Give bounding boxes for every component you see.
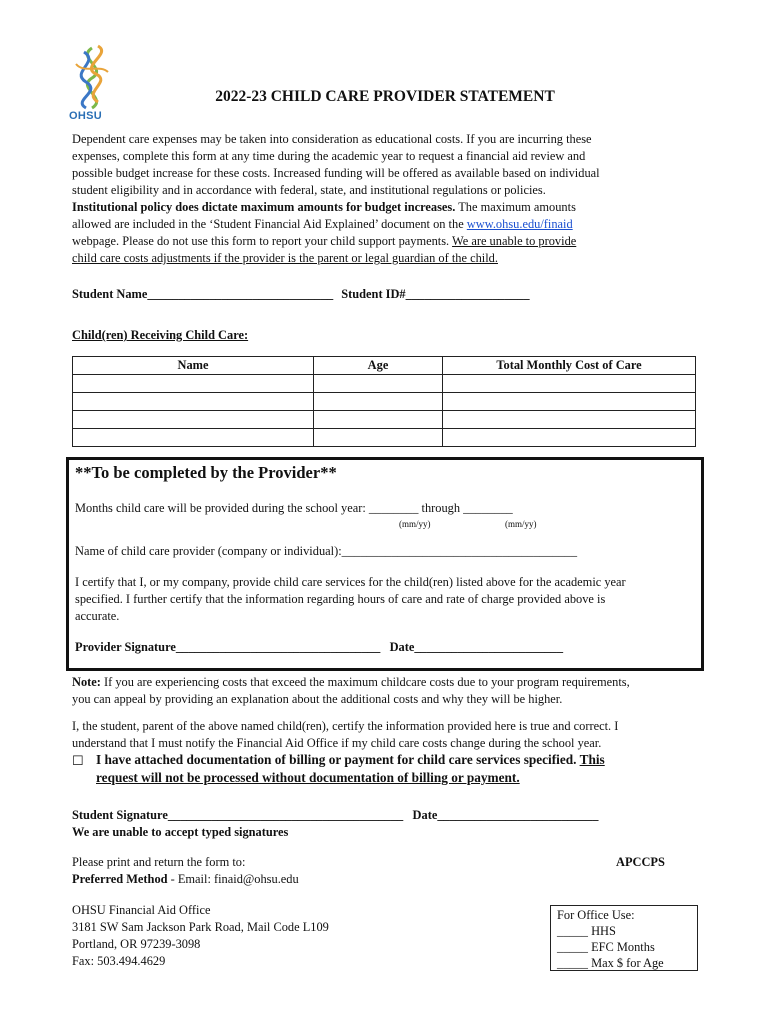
address-line: OHSU Financial Aid Office bbox=[72, 903, 211, 917]
child-cost-cell[interactable] bbox=[443, 429, 696, 447]
child-name-cell[interactable] bbox=[73, 393, 314, 411]
typed-signature-notice: We are unable to accept typed signatures bbox=[72, 825, 289, 839]
provider-signature-field[interactable]: Provider Signature_________________________________ bbox=[75, 640, 381, 654]
certify-line: I, the student, parent of the above named child(ren), certify the information provided here is true and correct. I bbox=[72, 719, 619, 733]
parent-provider-notice: We are unable to provide bbox=[452, 234, 577, 248]
attach-text: I have attached documentation of billing or payment for child care services specified. bbox=[96, 752, 580, 767]
child-name-cell[interactable] bbox=[73, 429, 314, 447]
office-use-box bbox=[550, 905, 698, 971]
page-title: 2022-23 CHILD CARE PROVIDER STATEMENT bbox=[215, 88, 555, 105]
return-line: Please print and return the form to: bbox=[72, 855, 246, 869]
certify-line: understand that I must notify the Financial Aid Office if my child care costs change during the school year. bbox=[72, 736, 602, 750]
policy-statement: Institutional policy does dictate maximum amounts for budget increases. bbox=[72, 200, 456, 214]
children-table bbox=[72, 356, 696, 447]
address-line: Portland, OR 97239-3098 bbox=[72, 937, 201, 951]
preferred-method-email: - Email: finaid@ohsu.edu bbox=[167, 872, 299, 886]
form-code: APCCPS bbox=[616, 855, 665, 869]
note-paragraph bbox=[72, 674, 698, 708]
intro-line: possible budget increase for these costs. Increased funding will be offered as available based on individual bbox=[72, 166, 600, 180]
intro-line: expenses, complete this form at any time during the academic year to request a financial aid review and bbox=[72, 149, 586, 163]
table-row bbox=[73, 411, 696, 429]
table-row bbox=[73, 429, 696, 447]
provider-signature-line bbox=[75, 639, 695, 656]
child-cost-cell[interactable] bbox=[443, 375, 696, 393]
intro-line: The maximum amounts bbox=[455, 200, 576, 214]
address-line: 3181 SW Sam Jackson Park Road, Mail Code L109 bbox=[72, 920, 329, 934]
column-header-name: Name bbox=[73, 357, 314, 375]
student-name-field[interactable]: Student Name______________________________ bbox=[72, 287, 334, 301]
ohsu-logo bbox=[66, 44, 118, 122]
student-certification bbox=[72, 718, 698, 752]
child-age-cell[interactable] bbox=[314, 411, 443, 429]
student-signature-field[interactable]: Student Signature______________________________________ bbox=[72, 808, 404, 822]
intro-line: student eligibility and in accordance with federal, state, and institutional regulations or policies. bbox=[72, 183, 546, 197]
table-row bbox=[73, 375, 696, 393]
child-cost-cell[interactable] bbox=[443, 411, 696, 429]
office-address bbox=[72, 902, 329, 970]
child-age-cell[interactable] bbox=[314, 375, 443, 393]
office-use-item: _____ EFC Months bbox=[557, 940, 655, 954]
student-date-field[interactable]: Date__________________________ bbox=[412, 808, 599, 822]
table-row bbox=[73, 393, 696, 411]
intro-line: allowed are included in the ‘Student Financial Aid Explained’ document on the bbox=[72, 217, 467, 231]
children-heading: Child(ren) Receiving Child Care: bbox=[72, 328, 249, 342]
provider-section-title: **To be completed by the Provider** bbox=[75, 463, 337, 482]
return-instructions bbox=[72, 854, 299, 888]
child-name-cell[interactable] bbox=[73, 411, 314, 429]
provider-name-field[interactable]: Name of child care provider (company or individual):______________________________________ bbox=[75, 544, 578, 558]
logo-text: OHSU bbox=[69, 110, 102, 122]
parent-provider-notice: child care costs adjustments if the provider is the parent or legal guardian of the child. bbox=[72, 251, 498, 265]
provider-certify-line: accurate. bbox=[75, 609, 120, 623]
months-field[interactable]: Months child care will be provided during the school year: ________ through ________ bbox=[75, 501, 513, 515]
intro-line: webpage. Please do not use this form to report your child support payments. bbox=[72, 234, 453, 248]
column-header-age: Age bbox=[314, 357, 443, 375]
office-use-item: _____ Max $ for Age bbox=[557, 956, 664, 970]
note-label: Note: bbox=[72, 675, 101, 689]
student-signature-block bbox=[72, 807, 598, 841]
note-line: If you are experiencing costs that exceed the maximum childcare costs due to your program requirements, bbox=[100, 675, 630, 689]
attach-warning: This bbox=[579, 752, 605, 767]
provider-certify-line: I certify that I, or my company, provide child care services for the child(ren) listed above for the academic year bbox=[75, 575, 626, 589]
child-name-cell[interactable] bbox=[73, 375, 314, 393]
column-header-cost: Total Monthly Cost of Care bbox=[443, 357, 696, 375]
office-use-item: _____ HHS bbox=[557, 924, 616, 938]
provider-certify-line: specified. I further certify that the information regarding hours of care and rate of charge provided above is bbox=[75, 592, 606, 606]
finaid-link[interactable]: www.ohsu.edu/finaid bbox=[466, 217, 573, 231]
child-age-cell[interactable] bbox=[314, 393, 443, 411]
mmyy-hint: (mm/yy) bbox=[505, 519, 537, 529]
intro-line: Dependent care expenses may be taken into consideration as educational costs. If you are incurring these bbox=[72, 132, 592, 146]
provider-date-field[interactable]: Date________________________ bbox=[389, 640, 564, 654]
attach-checkbox[interactable]: ☐ bbox=[72, 753, 84, 768]
attach-warning: request will not be processed without documentation of billing or payment. bbox=[96, 770, 520, 785]
address-line: Fax: 503.494.4629 bbox=[72, 954, 166, 968]
note-line: you can appeal by providing an explanation about the additional costs and why they will be higher. bbox=[72, 692, 563, 706]
mmyy-hint: (mm/yy) bbox=[399, 519, 431, 529]
provider-section bbox=[66, 457, 704, 671]
student-info-line bbox=[72, 286, 530, 303]
child-cost-cell[interactable] bbox=[443, 393, 696, 411]
student-id-field[interactable]: Student ID#____________________ bbox=[341, 287, 530, 301]
child-age-cell[interactable] bbox=[314, 429, 443, 447]
attach-documentation bbox=[72, 751, 706, 787]
office-use-title: For Office Use: bbox=[557, 908, 635, 922]
preferred-method-label: Preferred Method bbox=[72, 872, 168, 886]
intro-paragraph bbox=[72, 131, 694, 267]
